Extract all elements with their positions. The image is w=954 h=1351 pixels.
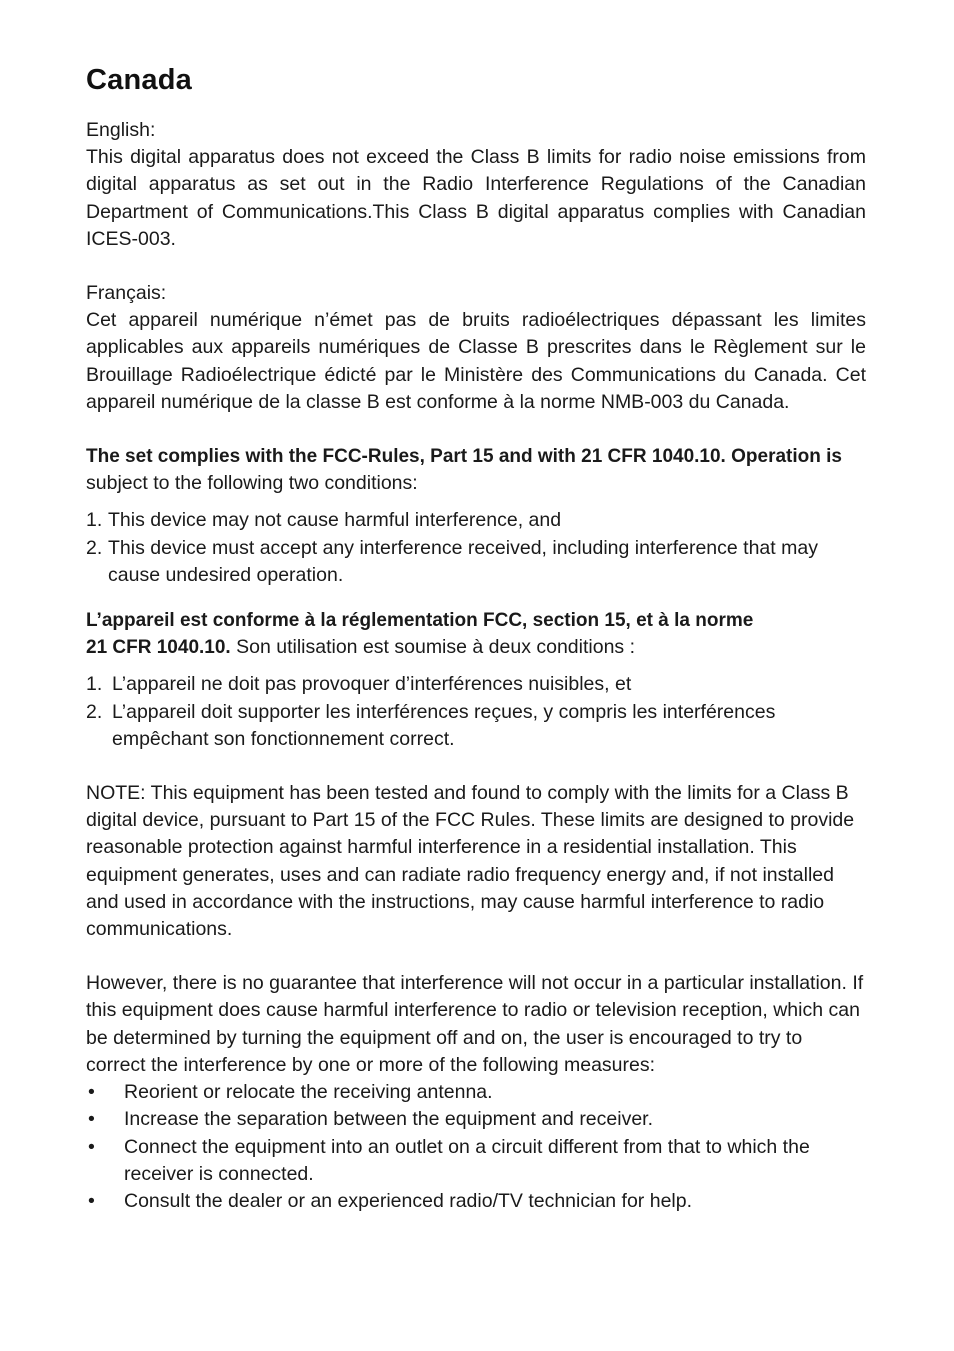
list-item: 1. This device may not cause harmful interference, and xyxy=(86,509,562,532)
document-page xyxy=(86,64,866,1215)
fcc-french-heading xyxy=(86,607,866,661)
list-item: 1. L’appareil ne doit pas provoquer d’interférences nuisibles, et xyxy=(86,673,632,696)
fcc-english-conditions xyxy=(86,507,866,589)
list-item: • Increase the separation between the equipment and receiver. xyxy=(86,1106,866,1133)
bullet-icon: • xyxy=(88,1081,95,1104)
list-item: • Connect the equipment into an outlet on a circuit different from that to which the receiver is connected. xyxy=(88,1135,810,1185)
fcc-english-heading-bold: The set complies with the FCC-Rules, Part 15 and with 21 CFR 1040.10. Operation is xyxy=(86,446,842,468)
fcc-english-heading xyxy=(86,443,866,497)
list-item: • Reorient or relocate the receiving antenna. xyxy=(86,1079,866,1106)
french-label: Français: xyxy=(86,282,167,305)
fcc-french-heading-line2-rest: Son utilisation est soumise à deux conditions : xyxy=(230,636,636,659)
list-item: 2. L’appareil doit supporter les interférences reçues, y compris les interférences empêchant son fonctionnement correct. xyxy=(86,700,776,750)
note-label: NOTE xyxy=(86,782,141,805)
french-paragraph: Cet appareil numérique n’émet pas de bruits radioélectriques dépassant les limites applicables aux appareils numériques de Classe B prescrites dans le Règlement sur le Brouillage Radioélectrique édicté par le Ministère des Communications du Canada. Cet appareil numérique de la classe B est conforme à la norme NMB-003 du Canada. xyxy=(86,309,866,413)
fcc-french-heading-line1: L’appareil est conforme à la réglementation FCC, section 15, et à la norme xyxy=(86,610,754,632)
note-text: : This equipment has been tested and found to comply with the limits for a Class B digital device, pursuant to Part 15 of the FCC Rules. These limits are designed to provide reasonable protection against harmful interference in a residential installation. This equipment generates, uses and can radiate radio frequency energy and, if not installed and used in accordance with the instructions, may cause harmful interference to radio communications. xyxy=(86,782,855,941)
fcc-french-conditions xyxy=(86,671,866,753)
page-title: Canada xyxy=(86,64,192,96)
bullet-icon: • xyxy=(88,1189,95,1212)
fcc-french-heading-line2-bold: 21 CFR 1040.10. xyxy=(86,637,231,659)
measures-list xyxy=(86,1079,866,1215)
english-paragraph: This digital apparatus does not exceed the Class B limits for radio noise emissions from digital apparatus as set out in the Radio Interference Regulations of the Canadian Department of Communications.This Class B digital apparatus complies with Canadian ICES-003. xyxy=(86,146,866,250)
however-paragraph: However, there is no guarantee that interference will not occur in a particular installation. If this equipment does cause harmful interference to radio or television reception, which can be determined by turning the equipment off and on, the user is encouraged to try to correct the interference by one or more of the following measures: xyxy=(86,972,864,1076)
list-item: 2. This device must accept any interference received, including interference that may cause undesired operation. xyxy=(86,536,818,586)
bullet-icon: • xyxy=(88,1108,95,1131)
bullet-icon: • xyxy=(88,1135,95,1158)
list-item: • Consult the dealer or an experienced radio/TV technician for help. xyxy=(86,1188,866,1215)
fcc-english-heading-rest: subject to the following two conditions: xyxy=(86,472,418,495)
english-label: English: xyxy=(86,119,156,141)
note-paragraph xyxy=(86,780,866,943)
